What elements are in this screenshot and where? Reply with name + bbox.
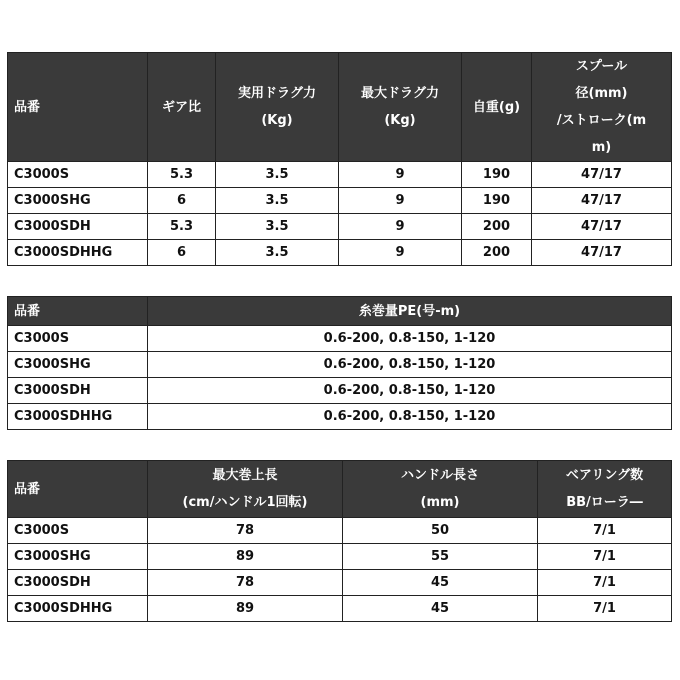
header-text: スプール bbox=[575, 59, 628, 74]
header-text: 糸巻量PE(号-m) bbox=[358, 303, 461, 319]
header-text: 径(mm) bbox=[575, 86, 628, 101]
value-cell: 7/1 bbox=[538, 570, 672, 596]
value-cell: 47/17 bbox=[532, 188, 672, 214]
value-cell: 0.6-200, 0.8-150, 1-120 bbox=[148, 326, 672, 352]
table-row bbox=[8, 352, 672, 378]
header-cell bbox=[462, 53, 532, 162]
header-text: (cm/ハンドル1回転) bbox=[182, 495, 308, 510]
value-cell: 0.6-200, 0.8-150, 1-120 bbox=[148, 378, 672, 404]
value-cell: 190 bbox=[462, 188, 532, 214]
table-row bbox=[8, 518, 672, 544]
table-body bbox=[8, 326, 672, 430]
table-row bbox=[8, 214, 672, 240]
table-row bbox=[8, 378, 672, 404]
model-cell: C3000SDH bbox=[8, 378, 148, 404]
model-cell: C3000SHG bbox=[8, 352, 148, 378]
header-text: 品番 bbox=[14, 481, 41, 497]
header-cell bbox=[148, 53, 216, 162]
value-cell: 5.3 bbox=[148, 214, 216, 240]
model-cell: C3000SDHHG bbox=[8, 404, 148, 430]
header-text: m) bbox=[591, 140, 612, 155]
header-text: 実用ドラグ力 bbox=[237, 86, 316, 101]
value-cell: 45 bbox=[343, 596, 538, 622]
value-cell: 0.6-200, 0.8-150, 1-120 bbox=[148, 352, 672, 378]
header-text: /ストローク(m bbox=[556, 113, 647, 128]
header-text: 品番 bbox=[14, 99, 41, 115]
value-cell: 6 bbox=[148, 240, 216, 266]
value-cell: 6 bbox=[148, 188, 216, 214]
table-body bbox=[8, 518, 672, 622]
header-cell bbox=[148, 461, 343, 518]
value-cell: 45 bbox=[343, 570, 538, 596]
header-cell bbox=[532, 53, 672, 162]
spec-table-handle bbox=[7, 460, 672, 622]
value-cell: 9 bbox=[339, 162, 462, 188]
value-cell: 89 bbox=[148, 596, 343, 622]
header-row bbox=[8, 297, 672, 326]
model-cell: C3000SDH bbox=[8, 570, 148, 596]
value-cell: 0.6-200, 0.8-150, 1-120 bbox=[148, 404, 672, 430]
header-row bbox=[8, 53, 672, 162]
table-row bbox=[8, 326, 672, 352]
value-cell: 190 bbox=[462, 162, 532, 188]
header-text: BB/ローラ― bbox=[566, 495, 643, 510]
value-cell: 47/17 bbox=[532, 162, 672, 188]
model-cell: C3000SHG bbox=[8, 544, 148, 570]
table-body bbox=[8, 162, 672, 266]
model-cell: C3000SDH bbox=[8, 214, 148, 240]
header-text: (mm) bbox=[420, 495, 460, 510]
value-cell: 200 bbox=[462, 240, 532, 266]
header-cell bbox=[216, 53, 339, 162]
model-cell: C3000S bbox=[8, 162, 148, 188]
header-text: 最大巻上長 bbox=[212, 468, 278, 483]
value-cell: 5.3 bbox=[148, 162, 216, 188]
value-cell: 9 bbox=[339, 188, 462, 214]
value-cell: 3.5 bbox=[216, 162, 339, 188]
header-text: 品番 bbox=[14, 303, 41, 319]
value-cell: 9 bbox=[339, 240, 462, 266]
value-cell: 78 bbox=[148, 570, 343, 596]
value-cell: 78 bbox=[148, 518, 343, 544]
value-cell: 7/1 bbox=[538, 518, 672, 544]
value-cell: 9 bbox=[339, 214, 462, 240]
header-text: ギア比 bbox=[161, 99, 201, 115]
value-cell: 47/17 bbox=[532, 214, 672, 240]
header-cell bbox=[538, 461, 672, 518]
table-row bbox=[8, 188, 672, 214]
value-cell: 50 bbox=[343, 518, 538, 544]
table-row bbox=[8, 404, 672, 430]
header-model bbox=[8, 53, 148, 162]
header-text: 自重(g) bbox=[472, 99, 521, 115]
header-cell bbox=[343, 461, 538, 518]
header-text: (Kg) bbox=[384, 113, 416, 128]
header-row bbox=[8, 461, 672, 518]
value-cell: 7/1 bbox=[538, 544, 672, 570]
value-cell: 7/1 bbox=[538, 596, 672, 622]
header-text: (Kg) bbox=[261, 113, 293, 128]
table-row bbox=[8, 544, 672, 570]
model-cell: C3000SDHHG bbox=[8, 596, 148, 622]
model-cell: C3000S bbox=[8, 518, 148, 544]
header-model bbox=[8, 297, 148, 326]
value-cell: 47/17 bbox=[532, 240, 672, 266]
header-model bbox=[8, 461, 148, 518]
header-text: ベアリング数 bbox=[565, 468, 644, 483]
value-cell: 200 bbox=[462, 214, 532, 240]
model-cell: C3000SDHHG bbox=[8, 240, 148, 266]
table-row bbox=[8, 596, 672, 622]
table-row bbox=[8, 162, 672, 188]
model-cell: C3000S bbox=[8, 326, 148, 352]
value-cell: 55 bbox=[343, 544, 538, 570]
value-cell: 89 bbox=[148, 544, 343, 570]
header-cell bbox=[148, 297, 672, 326]
model-cell: C3000SHG bbox=[8, 188, 148, 214]
header-text: 最大ドラグ力 bbox=[360, 86, 439, 101]
header-cell bbox=[339, 53, 462, 162]
spec-table-line-capacity bbox=[7, 296, 672, 430]
value-cell: 3.5 bbox=[216, 240, 339, 266]
table-row bbox=[8, 570, 672, 596]
value-cell: 3.5 bbox=[216, 188, 339, 214]
value-cell: 3.5 bbox=[216, 214, 339, 240]
table-row bbox=[8, 240, 672, 266]
spec-table-drag bbox=[7, 52, 672, 266]
header-text: ハンドル長さ bbox=[400, 468, 479, 483]
